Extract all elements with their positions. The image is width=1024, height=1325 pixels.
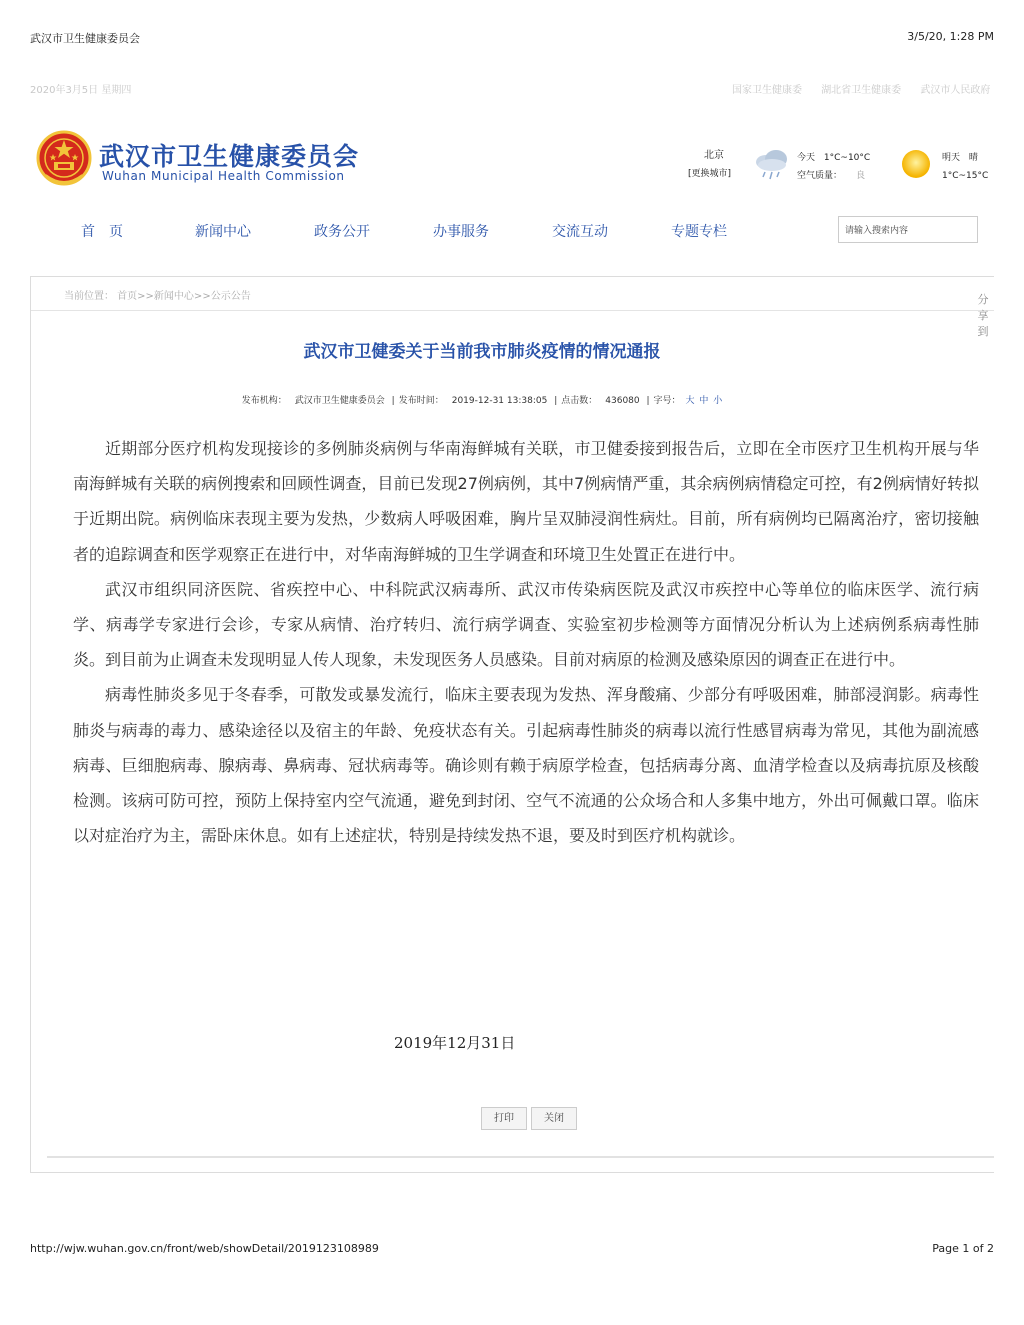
weather-city: 北京 (704, 150, 724, 161)
change-city-link[interactable]: [更换城市] (688, 169, 732, 179)
publish-time: 2019-12-31 13:38:05 (451, 396, 548, 406)
cloud-rain-icon (752, 144, 792, 184)
weather-tomorrow: 明天 晴 (942, 153, 978, 163)
article-paragraph: 近期部分医疗机构发现接诊的多例肺炎病例与华南海鲜城有关联，市卫健委接到报告后，立即在全市医疗卫生机构开展与华南海鲜城有关联的病例搜索和回顾性调查，目前已发现27例病例，其中7例病情严重，其余病例病情稳定可控，有2例病情好转拟于近期出院。病例临床表现主要为发热，少数病人呼吸困难，胸片呈双肺浸润性病灶。目前，所有病例均已隔离治疗，密切接触者的追踪调查和医学观察正在进行中，对华南海鲜城的卫生学调查和环境卫生处置正在进行中。 (73, 439, 979, 564)
top-link-wuhan-gov[interactable]: 武汉市人民政府 (920, 85, 991, 96)
breadcrumb-bar (31, 277, 994, 311)
font-size-medium[interactable]: 中 (699, 396, 709, 406)
font-size-small[interactable]: 小 (713, 396, 723, 406)
print-timestamp: 3/5/20, 1:28 PM (907, 30, 994, 43)
nav-home[interactable]: 首 页 (81, 224, 123, 240)
article-body (73, 431, 979, 853)
nav-news-center[interactable]: 新闻中心 (195, 224, 251, 240)
print-page-title: 武汉市卫生健康委员会 (30, 32, 140, 45)
article-paragraph: 病毒性肺炎多见于冬春季，可散发或暴发流行，临床主要表现为发热、浑身酸痛、少部分有呼吸困难，肺部浸润影。病毒性肺炎与病毒的毒力、感染途径以及宿主的年龄、免疫状态有关。引起病毒性肺炎的病毒以流行性感冒病毒为常见，其他为副流感病毒、巨细胞病毒、腺病毒、鼻病毒、冠状病毒等。确诊则有赖于病原学检查，包括病毒分离、血清学检查以及病毒抗原及核酸检测。该病可防可控，预防上保持室内空气流通，避免到封闭、空气不流通的公众场合和人多集中地方，外出可佩戴口罩。临床以对症治疗为主，需卧床休息。如有上述症状，特别是持续发热不退，要及时到医疗机构就诊。 (73, 685, 979, 846)
close-button[interactable]: 关闭 (531, 1107, 577, 1130)
article-title: 武汉市卫健委关于当前我市肺炎疫情的情况通报 (303, 342, 661, 362)
sign-date: 2019年12月31日 (394, 1034, 516, 1052)
article-meta: 发布机构： 武汉市卫生健康委员会 | 发布时间： 2019-12-31 13:38:05 | 点击数： 436080 | 字号： 大 中 小 (241, 396, 723, 406)
share-button[interactable]: 分享到 (977, 293, 989, 338)
nav-interaction[interactable]: 交流互动 (552, 224, 608, 240)
top-link-hubei[interactable]: 湖北省卫生健康委 (821, 85, 902, 96)
nav-gov-affairs[interactable]: 政务公开 (314, 224, 370, 240)
click-count: 436080 (605, 396, 640, 406)
divider (47, 1156, 994, 1158)
nav-services[interactable]: 办事服务 (433, 224, 489, 240)
print-button[interactable]: 打印 (481, 1107, 527, 1130)
weather-today: 今天 1°C~10°C (797, 153, 871, 163)
air-quality: 空气质量： 良 (797, 171, 866, 181)
weather-tomorrow-temp: 1°C~15°C (942, 171, 989, 181)
nav-special-topics[interactable]: 专题专栏 (671, 224, 727, 240)
sun-icon (900, 148, 932, 180)
site-name-en: Wuhan Municipal Health Commission (102, 169, 345, 183)
site-name-cn: 武汉市卫生健康委员会 (99, 142, 360, 171)
top-links (732, 81, 994, 96)
font-size-large[interactable]: 大 (685, 396, 695, 406)
national-emblem-icon (36, 130, 92, 188)
breadcrumb[interactable]: 当前位置： 首页>>新闻中心>>公示公告 (64, 291, 251, 302)
page-number: Page 1 of 2 (932, 1242, 994, 1255)
page-url: http://wjw.wuhan.gov.cn/front/web/showDetail/2019123108989 (30, 1242, 379, 1255)
search-input[interactable] (838, 216, 978, 243)
current-date: 2020年3月5日 星期四 (30, 85, 132, 96)
top-link-national[interactable]: 国家卫生健康委 (732, 85, 802, 96)
publisher: 武汉市卫生健康委员会 (294, 396, 385, 406)
article-paragraph: 武汉市组织同济医院、省疾控中心、中科院武汉病毒所、武汉市传染病医院及武汉市疾控中心等单位的临床医学、流行病学、病毒学专家进行会诊，专家从病情、治疗转归、流行病学调查、实验室初步检测等方面情况分析认为上述病例系病毒性肺炎。到目前为止调查未发现明显人传人现象，未发现医务人员感染。目前对病原的检测及感染原因的调查正在进行中。 (73, 579, 979, 670)
